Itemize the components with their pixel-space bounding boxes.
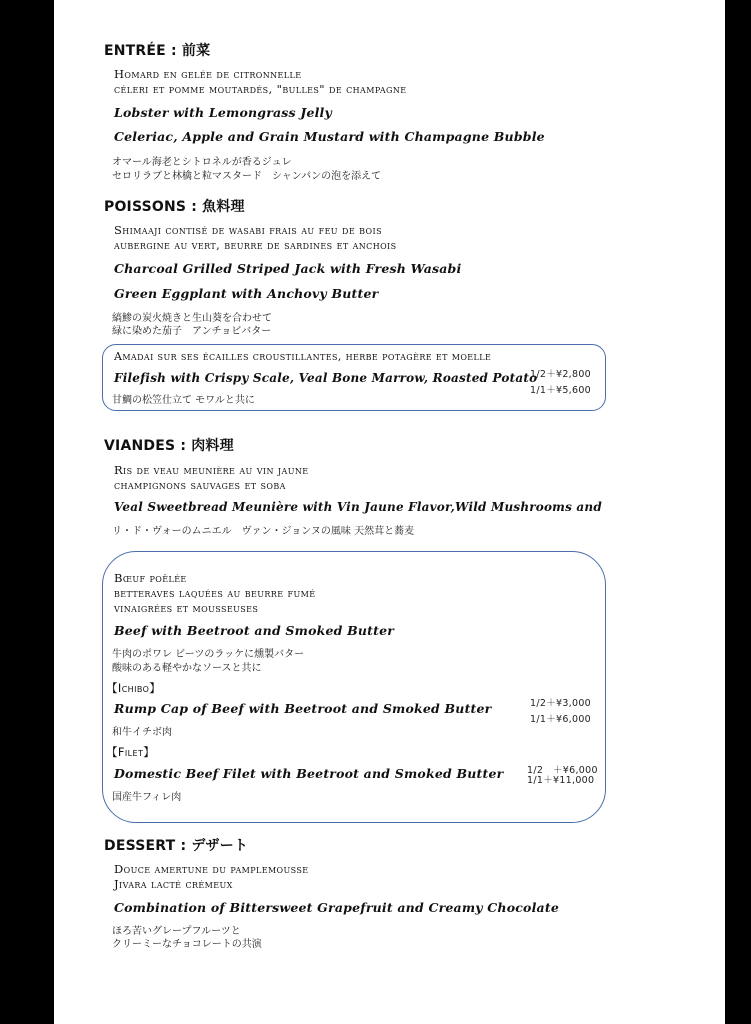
viandes-heading: VIANDES : 肉料理 — [104, 438, 234, 454]
poissons-option-japanese: 甘鯛の松笠仕立て モワルと共に — [112, 395, 255, 406]
entree-french-line-1: Homard en gelée de citronnelle — [114, 67, 302, 81]
poissons-french-line-1: Shimaaji contisé de wasabi frais au feu de bois — [114, 223, 382, 237]
filet-label: 【Filet】 — [106, 745, 156, 759]
viandes-japanese-line-1: リ・ド・ヴォーのムニエル ヴァン・ジョンヌの風味 天然茸と蕎麦 — [112, 526, 415, 537]
filet-english: Domestic Beef Filet with Beetroot and Smoked Butter — [114, 766, 504, 781]
dessert-french-line-1: Douce amertune du pamplemousse — [114, 862, 309, 876]
entree-japanese-line-1: オマール海老とシトロネルが香るジュレ — [112, 157, 292, 168]
entree-french-line-2: céleri et pomme moutardés, "bulles" de champagne — [114, 82, 407, 96]
filet-price-full: 1/1＋¥11,000 — [527, 775, 595, 786]
viandes-option-french-line-1: Bœuf poêlée — [114, 571, 187, 585]
entree-english-line-1: Lobster with Lemongrass Jelly — [114, 105, 332, 120]
viandes-option-english-line-1: Beef with Beetroot and Smoked Butter — [114, 623, 395, 638]
dessert-japanese-line-1: ほろ苦いグレープフルーツと — [112, 926, 241, 937]
viandes-option-japanese-line-1: 牛肉のポワレ ビーツのラッケに燻製バター — [112, 649, 305, 660]
filet-japanese: 国産牛フィレ肉 — [112, 792, 182, 803]
viandes-french-line-2: champignons sauvages et soba — [114, 478, 286, 492]
poissons-japanese-line-2: 緑に染めた茄子 アンチョビバター — [112, 326, 272, 337]
entree-english-line-2: Celeriac, Apple and Grain Mustard with Champagne Bubble — [114, 129, 545, 144]
viandes-french-line-1: Ris de veau meunière au vin jaune — [114, 463, 309, 477]
poissons-english-line-2: Green Eggplant with Anchovy Butter — [114, 286, 379, 301]
dessert-japanese-line-2: クリーミーなチョコレートの共演 — [112, 939, 262, 950]
poissons-option-french: Amadai sur ses écailles croustillantes, herbe potagère et moelle — [114, 350, 492, 363]
viandes-option-french-line-2: betteraves laquées au beurre fumé — [114, 586, 316, 600]
entree-japanese-line-2: セロリラブと林檎と粒マスタード シャンパンの泡を添えて — [112, 171, 382, 182]
viandes-english-line-1: Veal Sweetbread Meunière with Vin Jaune Flavor,Wild Mushrooms and — [114, 500, 602, 514]
dessert-french-line-2: Jivara lacté crémeux — [114, 877, 233, 891]
entree-heading: ENTRÉE : 前菜 — [104, 43, 211, 59]
dessert-heading: DESSERT : デザート — [104, 838, 249, 854]
poissons-english-line-1: Charcoal Grilled Striped Jack with Fresh Wasabi — [114, 261, 462, 276]
dessert-english-line-1: Combination of Bittersweet Grapefruit and Creamy Chocolate — [114, 900, 559, 915]
poissons-french-line-2: aubergine au vert, beurre de sardines et anchois — [114, 238, 397, 252]
viandes-option-french-line-3: vinaigrées et mousseuses — [114, 601, 259, 615]
ichibo-japanese: 和牛イチボ肉 — [112, 727, 172, 738]
poissons-option-price-half: 1/2＋¥2,800 — [530, 369, 592, 380]
poissons-option-english: Filefish with Crispy Scale, Veal Bone Marrow, Roasted Potato — [114, 371, 538, 385]
ichibo-price-half: 1/2＋¥3,000 — [530, 698, 592, 709]
poissons-heading: POISSONS : 魚料理 — [104, 199, 245, 215]
ichibo-price-full: 1/1＋¥6,000 — [530, 714, 592, 725]
ichibo-english: Rump Cap of Beef with Beetroot and Smoked Butter — [114, 701, 492, 716]
filet-price-half: 1/2 ＋¥6,000 — [527, 765, 598, 776]
menu-page — [54, 0, 725, 1024]
viandes-option-japanese-line-2: 酸味のある軽やかなソースと共に — [112, 663, 262, 674]
poissons-japanese-line-1: 縞鯵の炭火焼きと生山葵を合わせて — [112, 313, 272, 324]
poissons-option-price-full: 1/1＋¥5,600 — [530, 385, 592, 396]
ichibo-label: 【Ichibo】 — [106, 681, 162, 695]
